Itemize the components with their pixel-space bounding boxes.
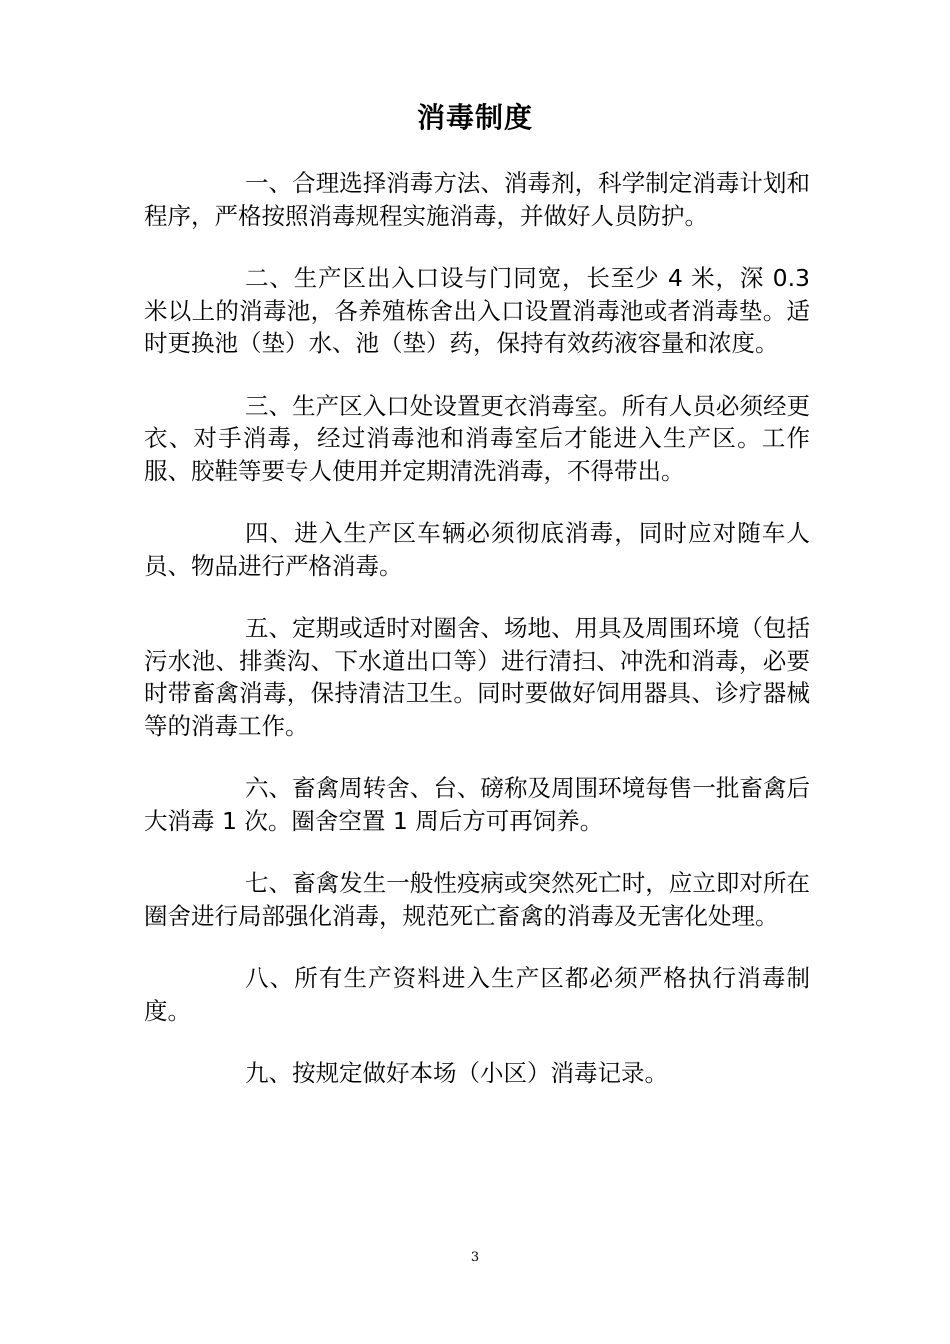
paragraph-6: 六、畜禽周转舍、台、磅称及周围环境每售一批畜禽后大消毒 1 次。圈舍空置 1 周后方可再饲养。 [144, 774, 810, 835]
paragraph-2: 二、生产区出入口设与门同宽，长至少 4 米，深 0.3 米以上的消毒池，各养殖栋舍出入口设置消毒池或者消毒垫。适时更换池（垫）水、池（垫）药，保持有效药液容量和浓度。 [144, 264, 810, 357]
paragraph-1: 一、合理选择消毒方法、消毒剂，科学制定消毒计划和程序，严格按照消毒规程实施消毒，并做好人员防护。 [144, 169, 810, 230]
page-number: 3 [470, 1250, 480, 1265]
paragraph-5: 五、定期或适时对圈舍、场地、用具及周围环境（包括污水池、排粪沟、下水道出口等）进行清扫、冲洗和消毒，必要时带畜禽消毒，保持清洁卫生。同时要做好饲用器具、诊疗器械等的消毒工作。 [144, 614, 810, 740]
document-body [144, 167, 810, 1120]
paragraph-9: 九、按规定做好本场（小区）消毒记录。 [245, 1059, 668, 1087]
paragraph-4: 四、进入生产区车辆必须彻底消毒，同时应对随车人员、物品进行严格消毒。 [144, 519, 810, 580]
document-title: 消毒制度 [416, 101, 533, 134]
paragraph-8: 八、所有生产资料进入生产区都必须严格执行消毒制度。 [144, 964, 810, 1025]
paragraph-7: 七、畜禽发生一般性疫病或突然死亡时，应立即对所在圈舍进行局部强化消毒，规范死亡畜禽的消毒及无害化处理。 [144, 869, 810, 930]
paragraph-3: 三、生产区入口处设置更衣消毒室。所有人员必须经更衣、对手消毒，经过消毒池和消毒室后才能进入生产区。工作服、胶鞋等要专人使用并定期清洗消毒，不得带出。 [144, 391, 810, 485]
